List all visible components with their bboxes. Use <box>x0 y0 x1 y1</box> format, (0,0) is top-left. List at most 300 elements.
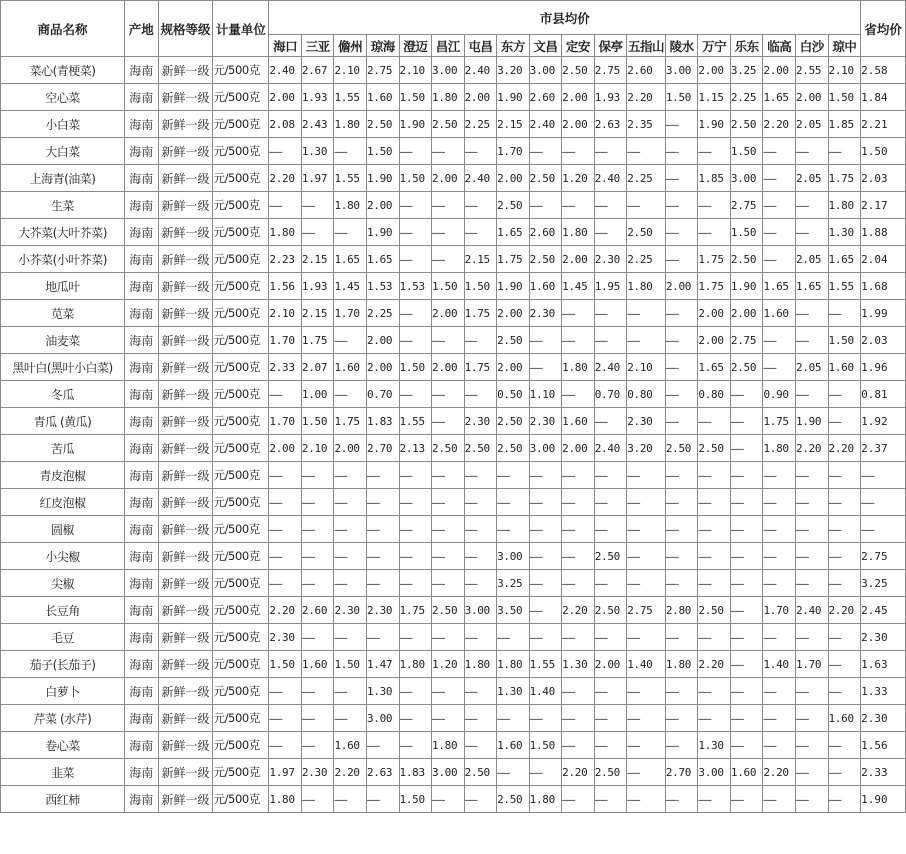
cell-product-name: 大芥菜(大叶芥菜) <box>1 219 125 246</box>
cell-city-price: 2.50 <box>627 219 666 246</box>
cell-city-price: —— <box>497 462 530 489</box>
cell-city-price: —— <box>464 786 497 813</box>
cell-city-price: 1.30 <box>497 678 530 705</box>
table-row <box>1 543 906 570</box>
cell-city-price: —— <box>665 732 698 759</box>
cell-city-price: —— <box>529 354 562 381</box>
cell-origin: 海南 <box>125 462 159 489</box>
cell-city-price: 1.80 <box>432 732 465 759</box>
cell-city-price: —— <box>301 624 334 651</box>
cell-city-price: 2.00 <box>698 300 731 327</box>
cell-grade: 新鲜一级 <box>158 381 213 408</box>
cell-city-price: —— <box>730 489 763 516</box>
cell-city-price: —— <box>464 516 497 543</box>
cell-city-price: 2.00 <box>497 165 530 192</box>
cell-city-price: —— <box>665 219 698 246</box>
cell-city-price: 2.20 <box>627 84 666 111</box>
cell-city-price: —— <box>334 786 367 813</box>
cell-city-price: —— <box>665 678 698 705</box>
cell-city-price: 2.75 <box>730 192 763 219</box>
cell-city-price: 3.00 <box>529 435 562 462</box>
cell-city-price: —— <box>828 516 861 543</box>
cell-city-price: 2.67 <box>301 57 334 84</box>
cell-city-price: 2.50 <box>594 543 627 570</box>
cell-city-price: —— <box>562 192 595 219</box>
cell-city-price: —— <box>334 138 367 165</box>
cell-city-price: —— <box>334 489 367 516</box>
cell-city-price: —— <box>665 705 698 732</box>
cell-city-price: 1.80 <box>269 219 302 246</box>
cell-city-price: —— <box>698 543 731 570</box>
cell-city-price: 1.80 <box>497 651 530 678</box>
cell-city-price: 1.60 <box>529 273 562 300</box>
cell-city-price: 1.60 <box>828 354 861 381</box>
cell-city-price: 1.55 <box>399 408 432 435</box>
cell-unit: 元/500克 <box>213 732 269 759</box>
cell-city-price: —— <box>763 138 796 165</box>
cell-city-price: 2.00 <box>464 84 497 111</box>
cell-city-price: —— <box>627 192 666 219</box>
header-name: 商品名称 <box>1 1 125 57</box>
cell-origin: 海南 <box>125 192 159 219</box>
cell-origin: 海南 <box>125 57 159 84</box>
cell-city-price: 1.30 <box>562 651 595 678</box>
cell-city-price: —— <box>665 516 698 543</box>
cell-city-price: 2.00 <box>594 651 627 678</box>
cell-city-price: —— <box>795 705 828 732</box>
cell-city-price: 1.50 <box>366 138 399 165</box>
cell-city-price: 1.55 <box>828 273 861 300</box>
cell-city-price: 1.65 <box>366 246 399 273</box>
cell-product-name: 西红柿 <box>1 786 125 813</box>
cell-city-price: 3.00 <box>366 705 399 732</box>
cell-city-price: —— <box>301 219 334 246</box>
cell-city-price: —— <box>334 543 367 570</box>
cell-origin: 海南 <box>125 516 159 543</box>
cell-city-price: 1.80 <box>562 354 595 381</box>
header-city: 儋州 <box>334 35 367 57</box>
cell-origin: 海南 <box>125 246 159 273</box>
cell-city-price: —— <box>399 138 432 165</box>
cell-grade: 新鲜一级 <box>158 570 213 597</box>
cell-city-price: 2.50 <box>432 597 465 624</box>
cell-unit: 元/500克 <box>213 651 269 678</box>
cell-city-price: 1.97 <box>301 165 334 192</box>
cell-city-price: —— <box>562 732 595 759</box>
cell-city-price: 1.75 <box>464 354 497 381</box>
cell-origin: 海南 <box>125 273 159 300</box>
cell-city-price: —— <box>366 543 399 570</box>
cell-city-price: 2.00 <box>432 354 465 381</box>
cell-city-price: 2.00 <box>698 57 731 84</box>
cell-city-price: —— <box>301 489 334 516</box>
cell-city-price: 2.20 <box>795 435 828 462</box>
cell-city-price: —— <box>301 543 334 570</box>
cell-city-price: —— <box>399 462 432 489</box>
cell-grade: 新鲜一级 <box>158 435 213 462</box>
table-row <box>1 165 906 192</box>
cell-city-price: —— <box>627 705 666 732</box>
cell-city-price: 1.75 <box>301 327 334 354</box>
cell-city-price: 1.40 <box>763 651 796 678</box>
cell-city-price: —— <box>698 462 731 489</box>
cell-origin: 海南 <box>125 354 159 381</box>
cell-city-price: 2.10 <box>828 57 861 84</box>
cell-city-price: —— <box>432 786 465 813</box>
cell-city-price: 1.60 <box>334 732 367 759</box>
cell-city-price: —— <box>301 732 334 759</box>
cell-origin: 海南 <box>125 624 159 651</box>
cell-city-price: 1.80 <box>334 111 367 138</box>
cell-city-price: 2.30 <box>269 624 302 651</box>
cell-grade: 新鲜一级 <box>158 705 213 732</box>
table-row <box>1 273 906 300</box>
cell-city-price: 2.00 <box>366 192 399 219</box>
cell-city-price: —— <box>594 138 627 165</box>
cell-city-price: 1.30 <box>828 219 861 246</box>
cell-grade: 新鲜一级 <box>158 300 213 327</box>
cell-city-price: 1.50 <box>464 273 497 300</box>
cell-city-price: —— <box>366 489 399 516</box>
cell-city-price: 1.80 <box>665 651 698 678</box>
cell-city-price: —— <box>399 705 432 732</box>
cell-city-price: 1.15 <box>698 84 731 111</box>
cell-city-price: 2.10 <box>334 57 367 84</box>
cell-city-price: 2.00 <box>366 327 399 354</box>
cell-city-price: 2.50 <box>497 327 530 354</box>
cell-city-price: 1.50 <box>730 219 763 246</box>
cell-city-price: 2.50 <box>432 435 465 462</box>
cell-city-price: —— <box>399 219 432 246</box>
cell-city-price: —— <box>399 732 432 759</box>
table-row <box>1 435 906 462</box>
cell-city-price: —— <box>730 381 763 408</box>
table-row <box>1 300 906 327</box>
cell-product-name: 圆椒 <box>1 516 125 543</box>
cell-city-price: —— <box>763 354 796 381</box>
cell-product-name: 生菜 <box>1 192 125 219</box>
cell-province-price: 2.30 <box>861 624 906 651</box>
cell-city-price: 2.40 <box>464 165 497 192</box>
cell-city-price: —— <box>269 192 302 219</box>
cell-city-price: 2.05 <box>795 111 828 138</box>
cell-city-price: 2.30 <box>334 597 367 624</box>
cell-city-price: 2.23 <box>269 246 302 273</box>
cell-city-price: —— <box>665 462 698 489</box>
cell-city-price: 2.30 <box>464 408 497 435</box>
cell-city-price: —— <box>594 624 627 651</box>
cell-city-price: 2.00 <box>562 246 595 273</box>
cell-city-price: —— <box>301 516 334 543</box>
cell-product-name: 茄子(长茄子) <box>1 651 125 678</box>
cell-city-price: —— <box>529 327 562 354</box>
cell-city-price: —— <box>594 300 627 327</box>
cell-city-price: 2.50 <box>529 246 562 273</box>
cell-city-price: 2.15 <box>497 111 530 138</box>
cell-city-price: 1.45 <box>334 273 367 300</box>
cell-city-price: —— <box>269 381 302 408</box>
cell-origin: 海南 <box>125 408 159 435</box>
cell-product-name: 青皮泡椒 <box>1 462 125 489</box>
cell-city-price: 2.50 <box>497 786 530 813</box>
cell-city-price: —— <box>730 543 763 570</box>
cell-city-price: —— <box>627 516 666 543</box>
cell-city-price: 2.20 <box>269 165 302 192</box>
cell-city-price: —— <box>366 462 399 489</box>
cell-city-price: —— <box>665 111 698 138</box>
cell-city-price: 2.13 <box>399 435 432 462</box>
cell-grade: 新鲜一级 <box>158 408 213 435</box>
cell-city-price: 2.00 <box>665 273 698 300</box>
cell-city-price: —— <box>269 543 302 570</box>
cell-city-price: 2.25 <box>730 84 763 111</box>
cell-origin: 海南 <box>125 705 159 732</box>
cell-city-price: —— <box>334 624 367 651</box>
table-row <box>1 138 906 165</box>
cell-city-price: —— <box>763 732 796 759</box>
cell-city-price: 2.00 <box>795 84 828 111</box>
cell-city-price: —— <box>529 462 562 489</box>
table-row <box>1 327 906 354</box>
cell-city-price: 2.50 <box>464 759 497 786</box>
cell-city-price: —— <box>432 570 465 597</box>
cell-city-price: 0.80 <box>627 381 666 408</box>
cell-city-price: —— <box>763 516 796 543</box>
cell-city-price: 1.65 <box>698 354 731 381</box>
cell-city-price: 1.50 <box>432 273 465 300</box>
cell-province-price: 2.04 <box>861 246 906 273</box>
cell-city-price: —— <box>795 462 828 489</box>
cell-city-price: 1.60 <box>562 408 595 435</box>
table-row <box>1 759 906 786</box>
cell-product-name: 苋菜 <box>1 300 125 327</box>
cell-city-price: —— <box>529 516 562 543</box>
cell-origin: 海南 <box>125 543 159 570</box>
cell-city-price: 1.20 <box>562 165 595 192</box>
cell-unit: 元/500克 <box>213 300 269 327</box>
cell-city-price: 1.90 <box>366 219 399 246</box>
cell-city-price: 2.08 <box>269 111 302 138</box>
cell-city-price: —— <box>562 678 595 705</box>
cell-province-price: 1.92 <box>861 408 906 435</box>
cell-city-price: 1.50 <box>269 651 302 678</box>
cell-city-price: —— <box>627 300 666 327</box>
cell-province-price: 2.30 <box>861 705 906 732</box>
cell-product-name: 芹菜 (水芹) <box>1 705 125 732</box>
cell-unit: 元/500克 <box>213 408 269 435</box>
cell-city-price: —— <box>627 327 666 354</box>
cell-product-name: 长豆角 <box>1 597 125 624</box>
cell-city-price: 1.75 <box>497 246 530 273</box>
cell-city-price: —— <box>366 786 399 813</box>
cell-city-price: 2.00 <box>269 84 302 111</box>
cell-city-price: 2.75 <box>730 327 763 354</box>
cell-grade: 新鲜一级 <box>158 111 213 138</box>
cell-city-price: —— <box>828 462 861 489</box>
cell-city-price: 1.80 <box>828 192 861 219</box>
cell-city-price: —— <box>334 678 367 705</box>
cell-city-price: —— <box>399 327 432 354</box>
cell-city-price: —— <box>627 624 666 651</box>
cell-city-price: —— <box>698 408 731 435</box>
cell-unit: 元/500克 <box>213 678 269 705</box>
cell-city-price: —— <box>464 570 497 597</box>
cell-city-price: —— <box>269 462 302 489</box>
cell-city-price: 1.93 <box>594 84 627 111</box>
header-city: 琼中 <box>828 35 861 57</box>
cell-city-price: 1.60 <box>366 84 399 111</box>
cell-city-price: —— <box>698 138 731 165</box>
table-row <box>1 705 906 732</box>
cell-city-price: 2.50 <box>594 759 627 786</box>
cell-city-price: —— <box>627 678 666 705</box>
cell-grade: 新鲜一级 <box>158 786 213 813</box>
cell-city-price: —— <box>594 219 627 246</box>
cell-grade: 新鲜一级 <box>158 597 213 624</box>
header-city: 昌江 <box>432 35 465 57</box>
cell-city-price: 2.40 <box>464 57 497 84</box>
cell-city-price: —— <box>301 705 334 732</box>
cell-city-price: —— <box>763 786 796 813</box>
cell-city-price: 1.90 <box>399 111 432 138</box>
table-row <box>1 678 906 705</box>
cell-city-price: —— <box>497 624 530 651</box>
cell-grade: 新鲜一级 <box>158 678 213 705</box>
cell-city-price: —— <box>698 219 731 246</box>
cell-city-price: —— <box>562 462 595 489</box>
cell-origin: 海南 <box>125 381 159 408</box>
cell-grade: 新鲜一级 <box>158 624 213 651</box>
cell-city-price: —— <box>594 192 627 219</box>
cell-city-price: —— <box>464 543 497 570</box>
cell-city-price: —— <box>763 219 796 246</box>
cell-city-price: —— <box>665 138 698 165</box>
cell-city-price: —— <box>529 138 562 165</box>
cell-origin: 海南 <box>125 165 159 192</box>
cell-city-price: —— <box>464 705 497 732</box>
header-unit: 计量单位 <box>213 1 269 57</box>
cell-city-price: —— <box>665 570 698 597</box>
cell-province-price: 1.33 <box>861 678 906 705</box>
cell-city-price: 1.80 <box>763 435 796 462</box>
cell-province-price: 2.37 <box>861 435 906 462</box>
cell-city-price: 2.50 <box>366 111 399 138</box>
cell-product-name: 尖椒 <box>1 570 125 597</box>
cell-city-price: 1.75 <box>828 165 861 192</box>
cell-city-price: 1.50 <box>730 138 763 165</box>
cell-city-price: —— <box>730 651 763 678</box>
cell-unit: 元/500克 <box>213 516 269 543</box>
cell-city-price: 2.75 <box>366 57 399 84</box>
cell-city-price: —— <box>366 624 399 651</box>
cell-city-price: 1.45 <box>562 273 595 300</box>
cell-city-price: —— <box>828 408 861 435</box>
cell-city-price: —— <box>665 624 698 651</box>
cell-city-price: 1.65 <box>334 246 367 273</box>
cell-city-price: —— <box>432 624 465 651</box>
cell-city-price: 2.40 <box>594 354 627 381</box>
cell-city-price: 2.60 <box>529 84 562 111</box>
cell-city-price: —— <box>828 300 861 327</box>
cell-city-price: 2.15 <box>464 246 497 273</box>
cell-city-price: 2.55 <box>795 57 828 84</box>
cell-city-price: —— <box>665 246 698 273</box>
cell-city-price: —— <box>399 624 432 651</box>
cell-city-price: 1.80 <box>562 219 595 246</box>
cell-unit: 元/500克 <box>213 570 269 597</box>
cell-province-price: 3.25 <box>861 570 906 597</box>
cell-unit: 元/500克 <box>213 543 269 570</box>
cell-unit: 元/500克 <box>213 57 269 84</box>
cell-unit: 元/500克 <box>213 381 269 408</box>
cell-city-price: 2.30 <box>627 408 666 435</box>
cell-city-price: 2.20 <box>828 435 861 462</box>
cell-origin: 海南 <box>125 435 159 462</box>
cell-origin: 海南 <box>125 138 159 165</box>
cell-city-price: —— <box>627 138 666 165</box>
cell-city-price: 3.00 <box>730 165 763 192</box>
cell-city-price: —— <box>464 624 497 651</box>
cell-city-price: —— <box>665 327 698 354</box>
cell-city-price: —— <box>562 705 595 732</box>
cell-product-name: 大白菜 <box>1 138 125 165</box>
cell-product-name: 小白菜 <box>1 111 125 138</box>
cell-city-price: 2.05 <box>795 246 828 273</box>
cell-city-price: —— <box>334 516 367 543</box>
cell-city-price: 2.30 <box>366 597 399 624</box>
table-body <box>1 57 906 813</box>
cell-city-price: 1.93 <box>301 84 334 111</box>
cell-city-price: 1.55 <box>334 165 367 192</box>
table-row <box>1 462 906 489</box>
cell-city-price: —— <box>795 381 828 408</box>
cell-province-price: 1.50 <box>861 138 906 165</box>
cell-city-price: 2.10 <box>627 354 666 381</box>
cell-city-price: 0.90 <box>763 381 796 408</box>
cell-city-price: —— <box>665 786 698 813</box>
cell-city-price: 1.75 <box>698 273 731 300</box>
cell-city-price: 3.50 <box>497 597 530 624</box>
cell-province-price: 2.75 <box>861 543 906 570</box>
cell-city-price: 1.50 <box>399 786 432 813</box>
cell-city-price: —— <box>730 570 763 597</box>
cell-city-price: —— <box>665 165 698 192</box>
cell-city-price: 2.20 <box>763 111 796 138</box>
cell-city-price: 2.05 <box>795 354 828 381</box>
cell-city-price: —— <box>594 786 627 813</box>
cell-city-price: —— <box>594 408 627 435</box>
cell-city-price: —— <box>464 489 497 516</box>
cell-city-price: —— <box>464 462 497 489</box>
header-city: 海口 <box>269 35 302 57</box>
cell-origin: 海南 <box>125 759 159 786</box>
cell-province-price: 1.96 <box>861 354 906 381</box>
table-row <box>1 624 906 651</box>
cell-province-price: 1.68 <box>861 273 906 300</box>
cell-city-price: —— <box>828 543 861 570</box>
cell-city-price: 3.00 <box>464 597 497 624</box>
cell-product-name: 白萝卜 <box>1 678 125 705</box>
cell-city-price: 1.40 <box>627 651 666 678</box>
cell-unit: 元/500克 <box>213 165 269 192</box>
table-row <box>1 246 906 273</box>
cell-origin: 海南 <box>125 597 159 624</box>
cell-city-price: —— <box>529 705 562 732</box>
cell-city-price: 2.40 <box>269 57 302 84</box>
cell-city-price: —— <box>562 543 595 570</box>
cell-unit: 元/500克 <box>213 435 269 462</box>
cell-city-price: 1.65 <box>828 246 861 273</box>
